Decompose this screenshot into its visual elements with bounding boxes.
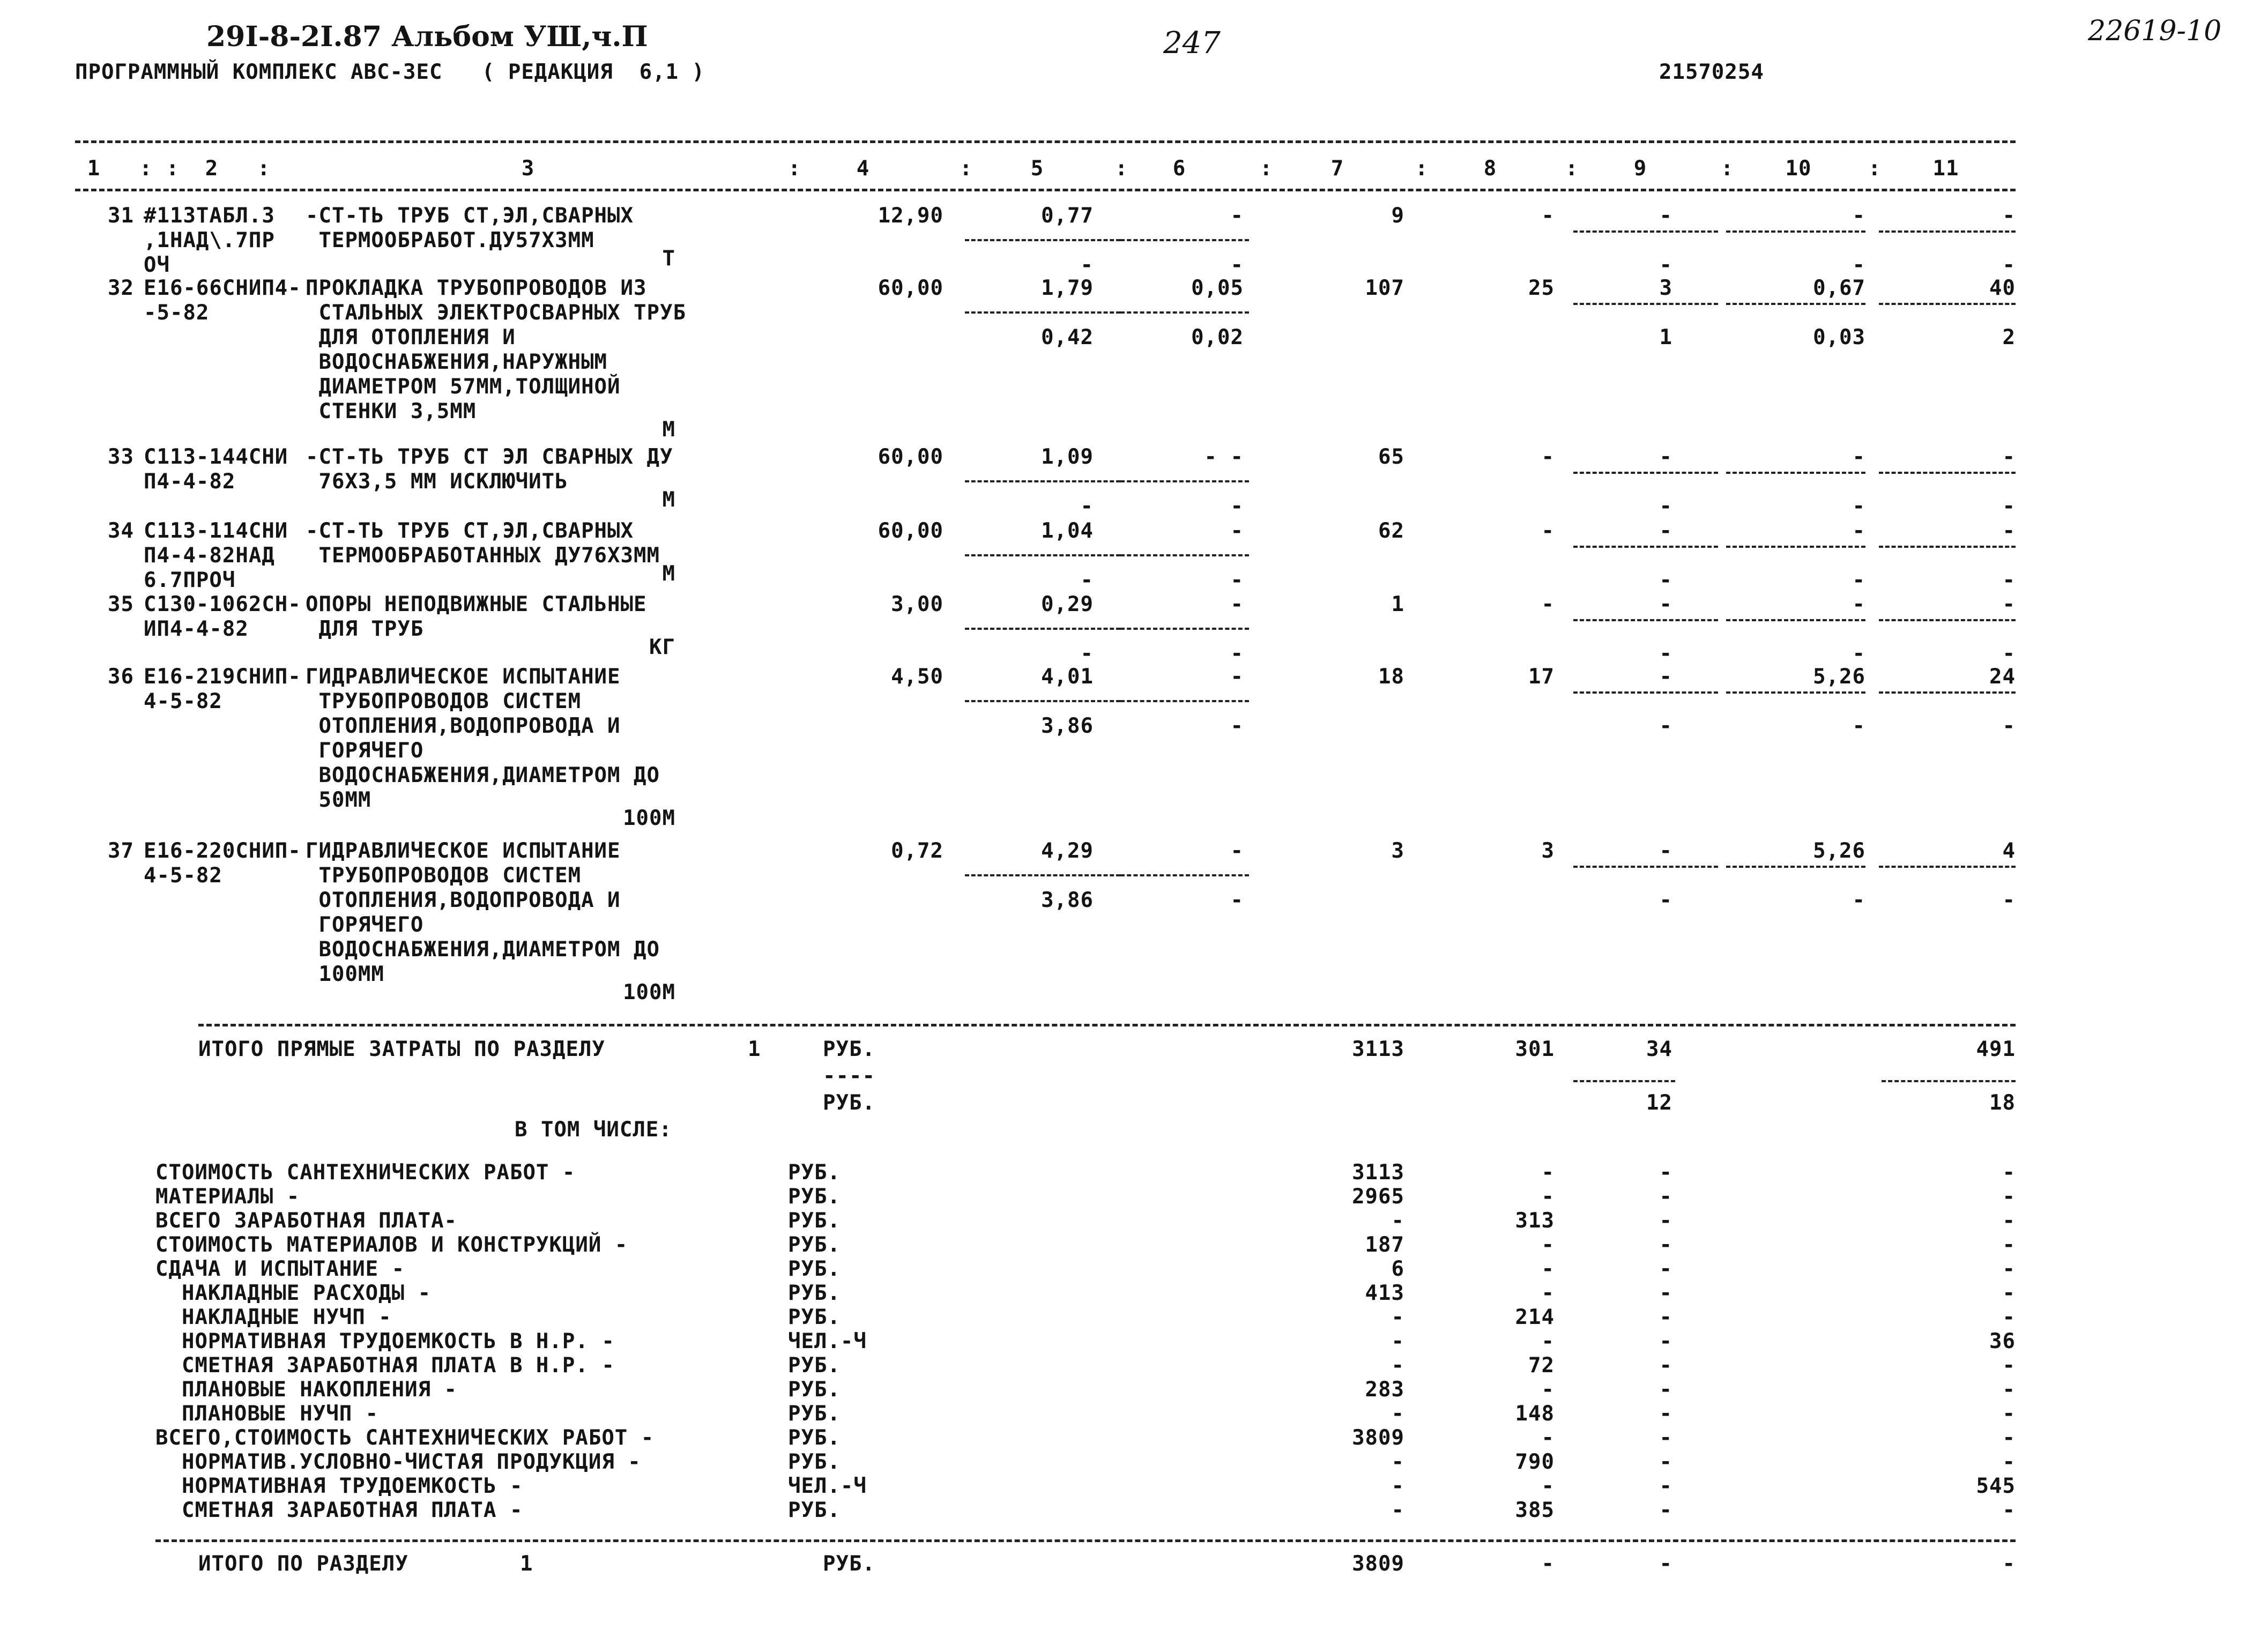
row-number: 34 [108,519,134,543]
summary-col9: - [1659,1378,1672,1402]
row-unit: 100М [623,806,675,830]
row-description: -СТ-ТЬ ТРУБ СТ ЭЛ СВАРНЫХ ДУ 76Х3,5 ММ ИСКЛЮЧИТЬ [306,445,673,494]
summary-col8: 148 [1515,1402,1555,1426]
row-number: 37 [108,839,134,863]
section-total-label: ИТОГО ПО РАЗДЕЛУ [198,1552,408,1576]
row-col9-rule [1573,691,1718,694]
column-header-rule [75,189,2016,191]
row-col8: 3 [1541,839,1555,863]
row-col5-sub: - [1080,494,1094,518]
row-code: Е16-220СНИП- 4-5-82 [144,839,301,888]
row-col9: 3 [1659,276,1672,300]
row-col10: - [1852,519,1865,543]
row-quantity: 4,50 [891,665,943,689]
column-header-5: 5 [1030,157,1044,181]
row-col8: 17 [1528,665,1555,689]
direct-costs-col11-rule [1882,1080,2016,1082]
summary-col9: - [1659,1160,1672,1185]
row-unit: М [662,418,675,442]
row-col9-rule [1573,546,1718,548]
summary-col11: - [2002,1402,2016,1426]
summary-col7: 3113 [1352,1160,1404,1185]
direct-costs-col11-2: 18 [1989,1091,2016,1115]
row-col11-sub: - [2002,494,2016,518]
row-col5-sub: - [1080,642,1094,666]
row-col6-rule [1120,874,1249,876]
row-code: С130-1062СН- ИП4-4-82 [144,592,301,641]
summary-col7: - [1391,1450,1404,1474]
summary-unit: РУБ. [788,1257,841,1281]
summary-col8: - [1541,1160,1555,1185]
summary-label: НОРМАТИВ.УСЛОВНО-ЧИСТАЯ ПРОДУКЦИЯ - [155,1450,641,1474]
row-col9-rule [1573,303,1718,305]
direct-costs-col9: 34 [1646,1037,1672,1061]
column-header-2: 2 [205,157,219,181]
summary-unit: ЧЕЛ.-Ч [788,1329,867,1353]
row-col6: - [1230,519,1244,543]
summary-col9: - [1659,1209,1672,1233]
row-col6-sub: - [1230,568,1244,592]
summary-col9: - [1659,1474,1672,1498]
row-col7: 62 [1378,519,1404,543]
summary-col8: 214 [1515,1305,1555,1329]
row-col11-rule [1879,691,2016,694]
row-col9-rule [1573,472,1718,474]
summary-col9: - [1659,1450,1672,1474]
summary-col11: - [2002,1160,2016,1185]
summary-col9: - [1659,1426,1672,1450]
row-col10-rule [1726,230,1865,233]
summary-col11: - [2002,1305,2016,1329]
summary-label: СТОИМОСТЬ МАТЕРИАЛОВ И КОНСТРУКЦИЙ - [155,1233,628,1257]
summary-col7: - [1391,1402,1404,1426]
summary-col8: - [1541,1426,1555,1450]
summary-unit: РУБ. [788,1378,841,1402]
row-col9: - [1659,839,1672,863]
row-number: 33 [108,445,134,469]
row-col11: - [2002,519,2016,543]
row-description: ПРОКЛАДКА ТРУБОПРОВОДОВ ИЗ СТАЛЬНЫХ ЭЛЕКТРОСВАРНЫХ ТРУБ ДЛЯ ОТОПЛЕНИЯ И ВОДОСНАБЖЕНИЯ,НАРУЖНЫМ ДИАМЕТРОМ 57ММ,ТОЛЩИНОЙ СТЕНКИ 3,5ММ [306,276,686,423]
row-col11-rule [1879,472,2016,474]
row-col10: - [1852,445,1865,469]
row-col9-sub: 1 [1659,325,1672,349]
row-col5-sub: - [1080,568,1094,592]
direct-costs-col11: 491 [1976,1037,2016,1061]
row-col5-sub: 3,86 [1041,714,1094,738]
row-col5: 1,09 [1041,445,1094,469]
row-col11-sub: 2 [2002,325,2016,349]
row-col11-sub: - [2002,253,2016,277]
row-description: -СТ-ТЬ ТРУБ СТ,ЭЛ,СВАРНЫХ ТЕРМООБРАБОТАННЫХ ДУ76Х3ММ [306,519,660,568]
summary-col9: - [1659,1353,1672,1378]
row-col6-rule [1120,628,1249,630]
row-code: С113-144СНИ П4-4-82 [144,445,288,494]
summary-label: ПЛАНОВЫЕ НУЧП - [155,1402,379,1426]
row-quantity: 60,00 [878,519,943,543]
column-header-7: 7 [1330,157,1344,181]
column-header-1: 1 [87,157,101,181]
row-col10-rule [1726,303,1865,305]
row-col9: - [1659,204,1672,228]
row-col11: 24 [1989,665,2016,689]
summary-col7: 6 [1391,1257,1404,1281]
row-col11-sub: - [2002,888,2016,912]
summary-col9: - [1659,1329,1672,1353]
row-col9-sub: - [1659,568,1672,592]
summary-col8: - [1541,1378,1555,1402]
summary-col11: - [2002,1450,2016,1474]
summary-col8: 385 [1515,1498,1555,1522]
row-description: ГИДРАВЛИЧЕСКОЕ ИСПЫТАНИЕ ТРУБОПРОВОДОВ СИСТЕМ ОТОПЛЕНИЯ,ВОДОПРОВОДА И ГОРЯЧЕГО ВОДОСНАБЖЕНИЯ,ДИАМЕТРОМ ДО 50ММ [306,665,660,812]
row-col11-rule [1879,619,2016,621]
row-col5-rule [965,554,1120,556]
row-col7: 3 [1391,839,1404,863]
summary-label: СДАЧА И ИСПЫТАНИЕ - [155,1257,405,1281]
column-separator: : [1260,157,1273,181]
row-col6-sub: 0,02 [1191,325,1244,349]
row-col10-sub: - [1852,714,1865,738]
column-header-3: 3 [521,157,535,181]
row-col6: 0,05 [1191,276,1244,300]
summary-col8: 313 [1515,1209,1555,1233]
row-number: 35 [108,592,134,616]
row-col10-rule [1726,472,1865,474]
row-col5-rule [965,874,1120,876]
column-separator: : [257,157,271,181]
row-col11: - [2002,445,2016,469]
row-code: Е16-219СНИП- 4-5-82 [144,665,301,713]
section-total-section: 1 [520,1552,533,1576]
row-code: Е16-66СНИП4- -5-82 [144,276,301,325]
row-col9-rule [1573,619,1718,621]
summary-label: СМЕТНАЯ ЗАРАБОТНАЯ ПЛАТА В Н.Р. - [155,1353,615,1378]
summary-col9: - [1659,1185,1672,1209]
row-col6: - [1230,665,1244,689]
row-col9-sub: - [1659,714,1672,738]
row-col6-sub: - [1230,888,1244,912]
row-code: С113-114СНИ П4-4-82НАД 6.7ПРОЧ [144,519,288,592]
row-col9-sub: - [1659,494,1672,518]
summary-col9: - [1659,1498,1672,1522]
summary-col11: - [2002,1498,2016,1522]
row-col6-sub: - [1230,253,1244,277]
row-col5: 0,77 [1041,204,1094,228]
row-col6: - [1230,204,1244,228]
row-col5-sub: 3,86 [1041,888,1094,912]
row-col7: 107 [1365,276,1404,300]
row-col8: 25 [1528,276,1555,300]
row-col11: 4 [2002,839,2016,863]
row-col9: - [1659,592,1672,616]
summary-col7: - [1391,1498,1404,1522]
summary-label: СМЕТНАЯ ЗАРАБОТНАЯ ПЛАТА - [155,1498,523,1522]
column-header-6: 6 [1172,157,1186,181]
row-col6-rule [1120,311,1249,314]
page-number: 247 [1163,26,1221,61]
row-col10-sub: - [1852,253,1865,277]
row-col6: - [1230,839,1244,863]
section-total-rule [155,1539,2016,1542]
row-col9-sub: - [1659,888,1672,912]
summary-label: НОРМАТИВНАЯ ТРУДОЕМКОСТЬ - [155,1474,523,1498]
table-top-rule [75,140,2016,143]
row-col6: - [1230,592,1244,616]
summary-col8: 790 [1515,1450,1555,1474]
row-quantity: 60,00 [878,445,943,469]
row-col5: 4,29 [1041,839,1094,863]
row-col10: - [1852,204,1865,228]
row-quantity: 12,90 [878,204,943,228]
row-col5: 0,29 [1041,592,1094,616]
direct-costs-unit-2: РУБ. [823,1091,875,1115]
summary-col8: 72 [1528,1353,1555,1378]
summary-unit: РУБ. [788,1450,841,1474]
summary-label: МАТЕРИАЛЫ - [155,1185,300,1209]
column-separator: : [788,157,801,181]
row-col6-sub: - [1230,714,1244,738]
row-col8: - [1541,445,1555,469]
summary-unit: РУБ. [788,1209,841,1233]
summary-col8: - [1541,1329,1555,1353]
row-col11-sub: - [2002,642,2016,666]
row-col7: 9 [1391,204,1404,228]
row-col10-sub: 0,03 [1813,325,1865,349]
summary-col8: - [1541,1233,1555,1257]
summary-col11: 545 [1976,1474,2016,1498]
row-col9-rule [1573,866,1718,868]
row-col9: - [1659,665,1672,689]
summary-col8: - [1541,1257,1555,1281]
column-separator: : [1565,157,1579,181]
column-separator: : [1721,157,1734,181]
row-col11: - [2002,592,2016,616]
summary-col7: 413 [1365,1281,1404,1305]
row-col8: - [1541,592,1555,616]
row-col5: 1,04 [1041,519,1094,543]
row-col11-rule [1879,303,2016,305]
row-col10: 0,67 [1813,276,1865,300]
including-label: В ТОМ ЧИСЛЕ: [515,1118,672,1142]
summary-col11: - [2002,1353,2016,1378]
row-col5-rule [965,239,1120,241]
row-col10-sub: - [1852,642,1865,666]
summary-unit: РУБ. [788,1426,841,1450]
summary-unit: РУБ. [788,1185,841,1209]
summary-unit: РУБ. [788,1233,841,1257]
summary-unit: ЧЕЛ.-Ч [788,1474,867,1498]
row-col10-rule [1726,546,1865,548]
summary-label: НОРМАТИВНАЯ ТРУДОЕМКОСТЬ В Н.Р. - [155,1329,615,1353]
totals-rule [198,1024,2016,1026]
corner-mark: 22619-10 [2088,15,2222,47]
row-col7: 18 [1378,665,1404,689]
row-code: #113ТАБЛ.3 ,1НАД\.7ПР ОЧ [144,204,275,277]
row-col11-sub: - [2002,714,2016,738]
summary-col7: - [1391,1305,1404,1329]
row-number: 32 [108,276,134,300]
row-col6-rule [1120,554,1249,556]
section-total-col11: - [2002,1552,2016,1576]
column-separator: : [166,157,180,181]
summary-col11: 36 [1989,1329,2016,1353]
row-col10: - [1852,592,1865,616]
summary-col7: - [1391,1353,1404,1378]
summary-col7: - [1391,1209,1404,1233]
summary-col11: - [2002,1185,2016,1209]
row-col6-sub: - [1230,642,1244,666]
direct-costs-unit-dash: ---- [823,1064,875,1088]
summary-col9: - [1659,1233,1672,1257]
summary-label: ВСЕГО ЗАРАБОТНАЯ ПЛАТА- [155,1209,458,1233]
row-col5-rule [965,628,1120,630]
summary-col9: - [1659,1402,1672,1426]
row-description: ГИДРАВЛИЧЕСКОЕ ИСПЫТАНИЕ ТРУБОПРОВОДОВ СИСТЕМ ОТОПЛЕНИЯ,ВОДОПРОВОДА И ГОРЯЧЕГО ВОДОСНАБЖЕНИЯ,ДИАМЕТРОМ ДО 100ММ [306,839,660,986]
column-separator: : [960,157,973,181]
row-col5-rule [965,480,1120,482]
row-col6: - - [1204,445,1244,469]
row-col11: 40 [1989,276,2016,300]
column-separator: : [1868,157,1882,181]
row-col9: - [1659,519,1672,543]
row-col5-rule [965,700,1120,702]
document-reference: 29I-8-2I.87 Альбом УШ,ч.П [206,20,648,53]
direct-costs-section: 1 [748,1037,761,1061]
summary-col9: - [1659,1257,1672,1281]
section-total-unit: РУБ. [823,1552,875,1576]
row-col11-rule [1879,546,2016,548]
section-total-col7: 3809 [1352,1552,1404,1576]
summary-col9: - [1659,1305,1672,1329]
column-header-8: 8 [1483,157,1497,181]
row-col9-sub: - [1659,642,1672,666]
summary-col7: 283 [1365,1378,1404,1402]
summary-col8: - [1541,1281,1555,1305]
row-col10: 5,26 [1813,839,1865,863]
row-col8: - [1541,519,1555,543]
row-col5: 4,01 [1041,665,1094,689]
summary-label: НАКЛАДНЫЕ РАСХОДЫ - [155,1281,432,1305]
section-total-col9: - [1659,1552,1672,1576]
row-description: -СТ-ТЬ ТРУБ СТ,ЭЛ,СВАРНЫХ ТЕРМООБРАБОТ.ДУ57Х3ММ [306,204,634,252]
row-col6-rule [1120,700,1249,702]
row-col10-sub: - [1852,494,1865,518]
program-line: ПРОГРАММНЫЙ КОМПЛЕКС АВС-3ЕС ( РЕДАКЦИЯ 6,1 ) [75,60,705,84]
row-col5-sub: - [1080,253,1094,277]
summary-col11: - [2002,1257,2016,1281]
row-number: 36 [108,665,134,689]
summary-col7: 187 [1365,1233,1404,1257]
summary-label: НАКЛАДНЫЕ НУЧП - [155,1305,392,1329]
summary-label: СТОИМОСТЬ САНТЕХНИЧЕСКИХ РАБОТ - [155,1160,576,1185]
column-header-10: 10 [1785,157,1812,181]
summary-col7: - [1391,1329,1404,1353]
row-col10-rule [1726,619,1865,621]
direct-costs-col8: 301 [1515,1037,1555,1061]
row-col11-sub: - [2002,568,2016,592]
summary-col8: - [1541,1185,1555,1209]
direct-costs-col9-2: 12 [1646,1091,1672,1115]
summary-unit: РУБ. [788,1281,841,1305]
row-unit: М [662,562,675,586]
row-col10-rule [1726,866,1865,868]
row-col5-rule [965,311,1120,314]
row-unit: 100М [623,980,675,1004]
row-description: ОПОРЫ НЕПОДВИЖНЫЕ СТАЛЬНЫЕ ДЛЯ ТРУБ [306,592,647,641]
summary-col11: - [2002,1426,2016,1450]
column-separator: : [139,157,153,181]
direct-costs-col9-rule [1573,1080,1675,1082]
summary-col7: 2965 [1352,1185,1404,1209]
direct-costs-label: ИТОГО ПРЯМЫЕ ЗАТРАТЫ ПО РАЗДЕЛУ [198,1037,605,1061]
row-quantity: 60,00 [878,276,943,300]
row-col7: 1 [1391,592,1404,616]
row-col5-sub: 0,42 [1041,325,1094,349]
summary-col7: - [1391,1474,1404,1498]
row-col9-rule [1573,230,1718,233]
row-number: 31 [108,204,134,228]
row-quantity: 3,00 [891,592,943,616]
column-header-4: 4 [856,157,870,181]
row-col11-rule [1879,866,2016,868]
row-col5: 1,79 [1041,276,1094,300]
row-unit: КГ [649,635,675,659]
document-code: 21570254 [1659,60,1764,84]
row-col6-rule [1120,480,1249,482]
row-unit: М [662,488,675,512]
summary-col9: - [1659,1281,1672,1305]
column-separator: : [1115,157,1128,181]
column-header-11: 11 [1932,157,1959,181]
row-col6-rule [1120,239,1249,241]
direct-costs-unit: РУБ. [823,1037,875,1061]
row-col10-rule [1726,691,1865,694]
row-quantity: 0,72 [891,839,943,863]
summary-unit: РУБ. [788,1498,841,1522]
summary-col7: 3809 [1352,1426,1404,1450]
row-col10-sub: - [1852,888,1865,912]
row-col8: - [1541,204,1555,228]
summary-col11: - [2002,1378,2016,1402]
row-col11-rule [1879,230,2016,233]
summary-col11: - [2002,1233,2016,1257]
row-col9: - [1659,445,1672,469]
section-total-col8: - [1541,1552,1555,1576]
direct-costs-col7: 3113 [1352,1037,1404,1061]
row-col10: 5,26 [1813,665,1865,689]
row-unit: Т [662,247,675,271]
summary-col11: - [2002,1281,2016,1305]
summary-unit: РУБ. [788,1353,841,1378]
row-col6-sub: - [1230,494,1244,518]
summary-unit: РУБ. [788,1305,841,1329]
row-col10-sub: - [1852,568,1865,592]
summary-col11: - [2002,1209,2016,1233]
summary-unit: РУБ. [788,1160,841,1185]
summary-col8: - [1541,1474,1555,1498]
row-col9-sub: - [1659,253,1672,277]
summary-label: ПЛАНОВЫЕ НАКОПЛЕНИЯ - [155,1378,458,1402]
summary-unit: РУБ. [788,1402,841,1426]
row-col7: 65 [1378,445,1404,469]
column-separator: : [1415,157,1429,181]
summary-label: ВСЕГО,СТОИМОСТЬ САНТЕХНИЧЕСКИХ РАБОТ - [155,1426,655,1450]
column-header-9: 9 [1633,157,1647,181]
row-col11: - [2002,204,2016,228]
